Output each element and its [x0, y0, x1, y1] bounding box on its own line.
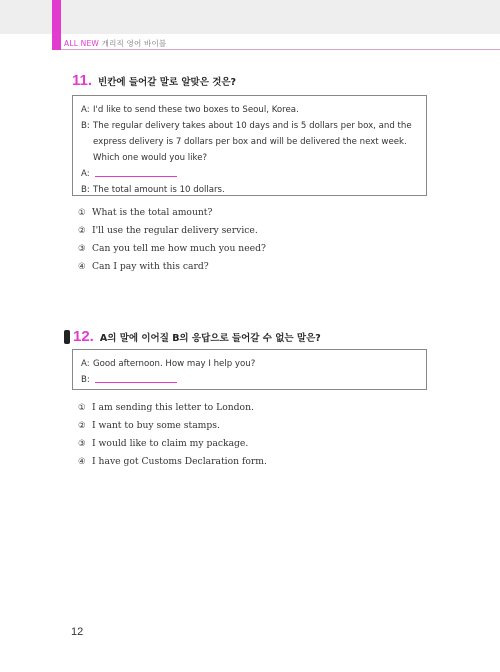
- speaker-label: A:: [81, 169, 90, 179]
- dialog-line: [81, 182, 418, 198]
- option-mark: ④: [78, 262, 86, 272]
- options-12: [78, 399, 267, 471]
- option-text: Can I pay with this card?: [92, 261, 209, 272]
- answer-blank: [95, 372, 177, 383]
- option[interactable]: [78, 453, 267, 471]
- answer-blank: [95, 166, 177, 177]
- option-text: Can you tell me how much you need?: [92, 243, 266, 254]
- question-number: 12.: [73, 328, 94, 345]
- option-text: I have got Customs Declaration form.: [92, 456, 267, 467]
- question-prompt: A의 말에 이어질 B의 응답으로 들어갈 수 없는 말은?: [99, 332, 321, 344]
- option[interactable]: [78, 240, 266, 258]
- dialog-line: [81, 102, 418, 118]
- dialog-line: [81, 356, 418, 372]
- option-mark: ③: [78, 244, 86, 254]
- speaker-label: B:: [81, 375, 90, 385]
- dialog-text: I'd like to send these two boxes to Seoul, Korea.: [93, 105, 299, 115]
- series-title: 개리직 영어 바이블: [101, 39, 167, 48]
- options-11: [78, 204, 266, 276]
- header-band: [0, 0, 500, 34]
- question-11-header: [72, 72, 236, 89]
- option[interactable]: [78, 417, 267, 435]
- option-text: I'll use the regular delivery service.: [92, 225, 258, 236]
- option-text: I am sending this letter to London.: [92, 402, 254, 413]
- question-badge: [64, 330, 70, 344]
- option-text: What is the total amount?: [92, 207, 213, 218]
- question-prompt: 빈칸에 들어갈 말로 알맞은 것은?: [98, 76, 237, 88]
- running-head: [64, 38, 166, 49]
- series-accent: ALL NEW: [64, 39, 100, 48]
- option-mark: ②: [78, 226, 86, 236]
- option[interactable]: [78, 222, 266, 240]
- option-mark: ①: [78, 403, 86, 413]
- speaker-label: A:: [81, 359, 90, 369]
- dialog-text: The total amount is 10 dollars.: [93, 185, 225, 195]
- option-text: I want to buy some stamps.: [92, 420, 220, 431]
- header-rule: [61, 49, 500, 50]
- dialog-box-12: [72, 349, 427, 390]
- option[interactable]: [78, 258, 266, 276]
- speaker-label: B:: [81, 121, 90, 131]
- dialog-box-11: [72, 95, 427, 196]
- option-mark: ②: [78, 421, 86, 431]
- speaker-label: B:: [81, 185, 90, 195]
- option-mark: ④: [78, 457, 86, 467]
- option-mark: ①: [78, 208, 86, 218]
- dialog-line: [81, 166, 418, 182]
- option[interactable]: [78, 204, 266, 222]
- question-number: 11.: [72, 72, 93, 89]
- speaker-label: A:: [81, 105, 90, 115]
- option-mark: ③: [78, 439, 86, 449]
- option[interactable]: [78, 399, 267, 417]
- chapter-tab-strip: [52, 0, 61, 50]
- option[interactable]: [78, 435, 267, 453]
- page-number: 12: [71, 626, 84, 638]
- dialog-text: Good afternoon. How may I help you?: [93, 359, 256, 369]
- dialog-text: The regular delivery takes about 10 days and is 5 dollars per box, and the express delivery is 7 dollars per box and will be delivered the next week. Which one would you like?: [93, 121, 412, 163]
- dialog-line: [81, 118, 418, 166]
- question-12-header: [64, 328, 321, 345]
- option-text: I would like to claim my package.: [92, 438, 249, 449]
- dialog-line: [81, 372, 418, 388]
